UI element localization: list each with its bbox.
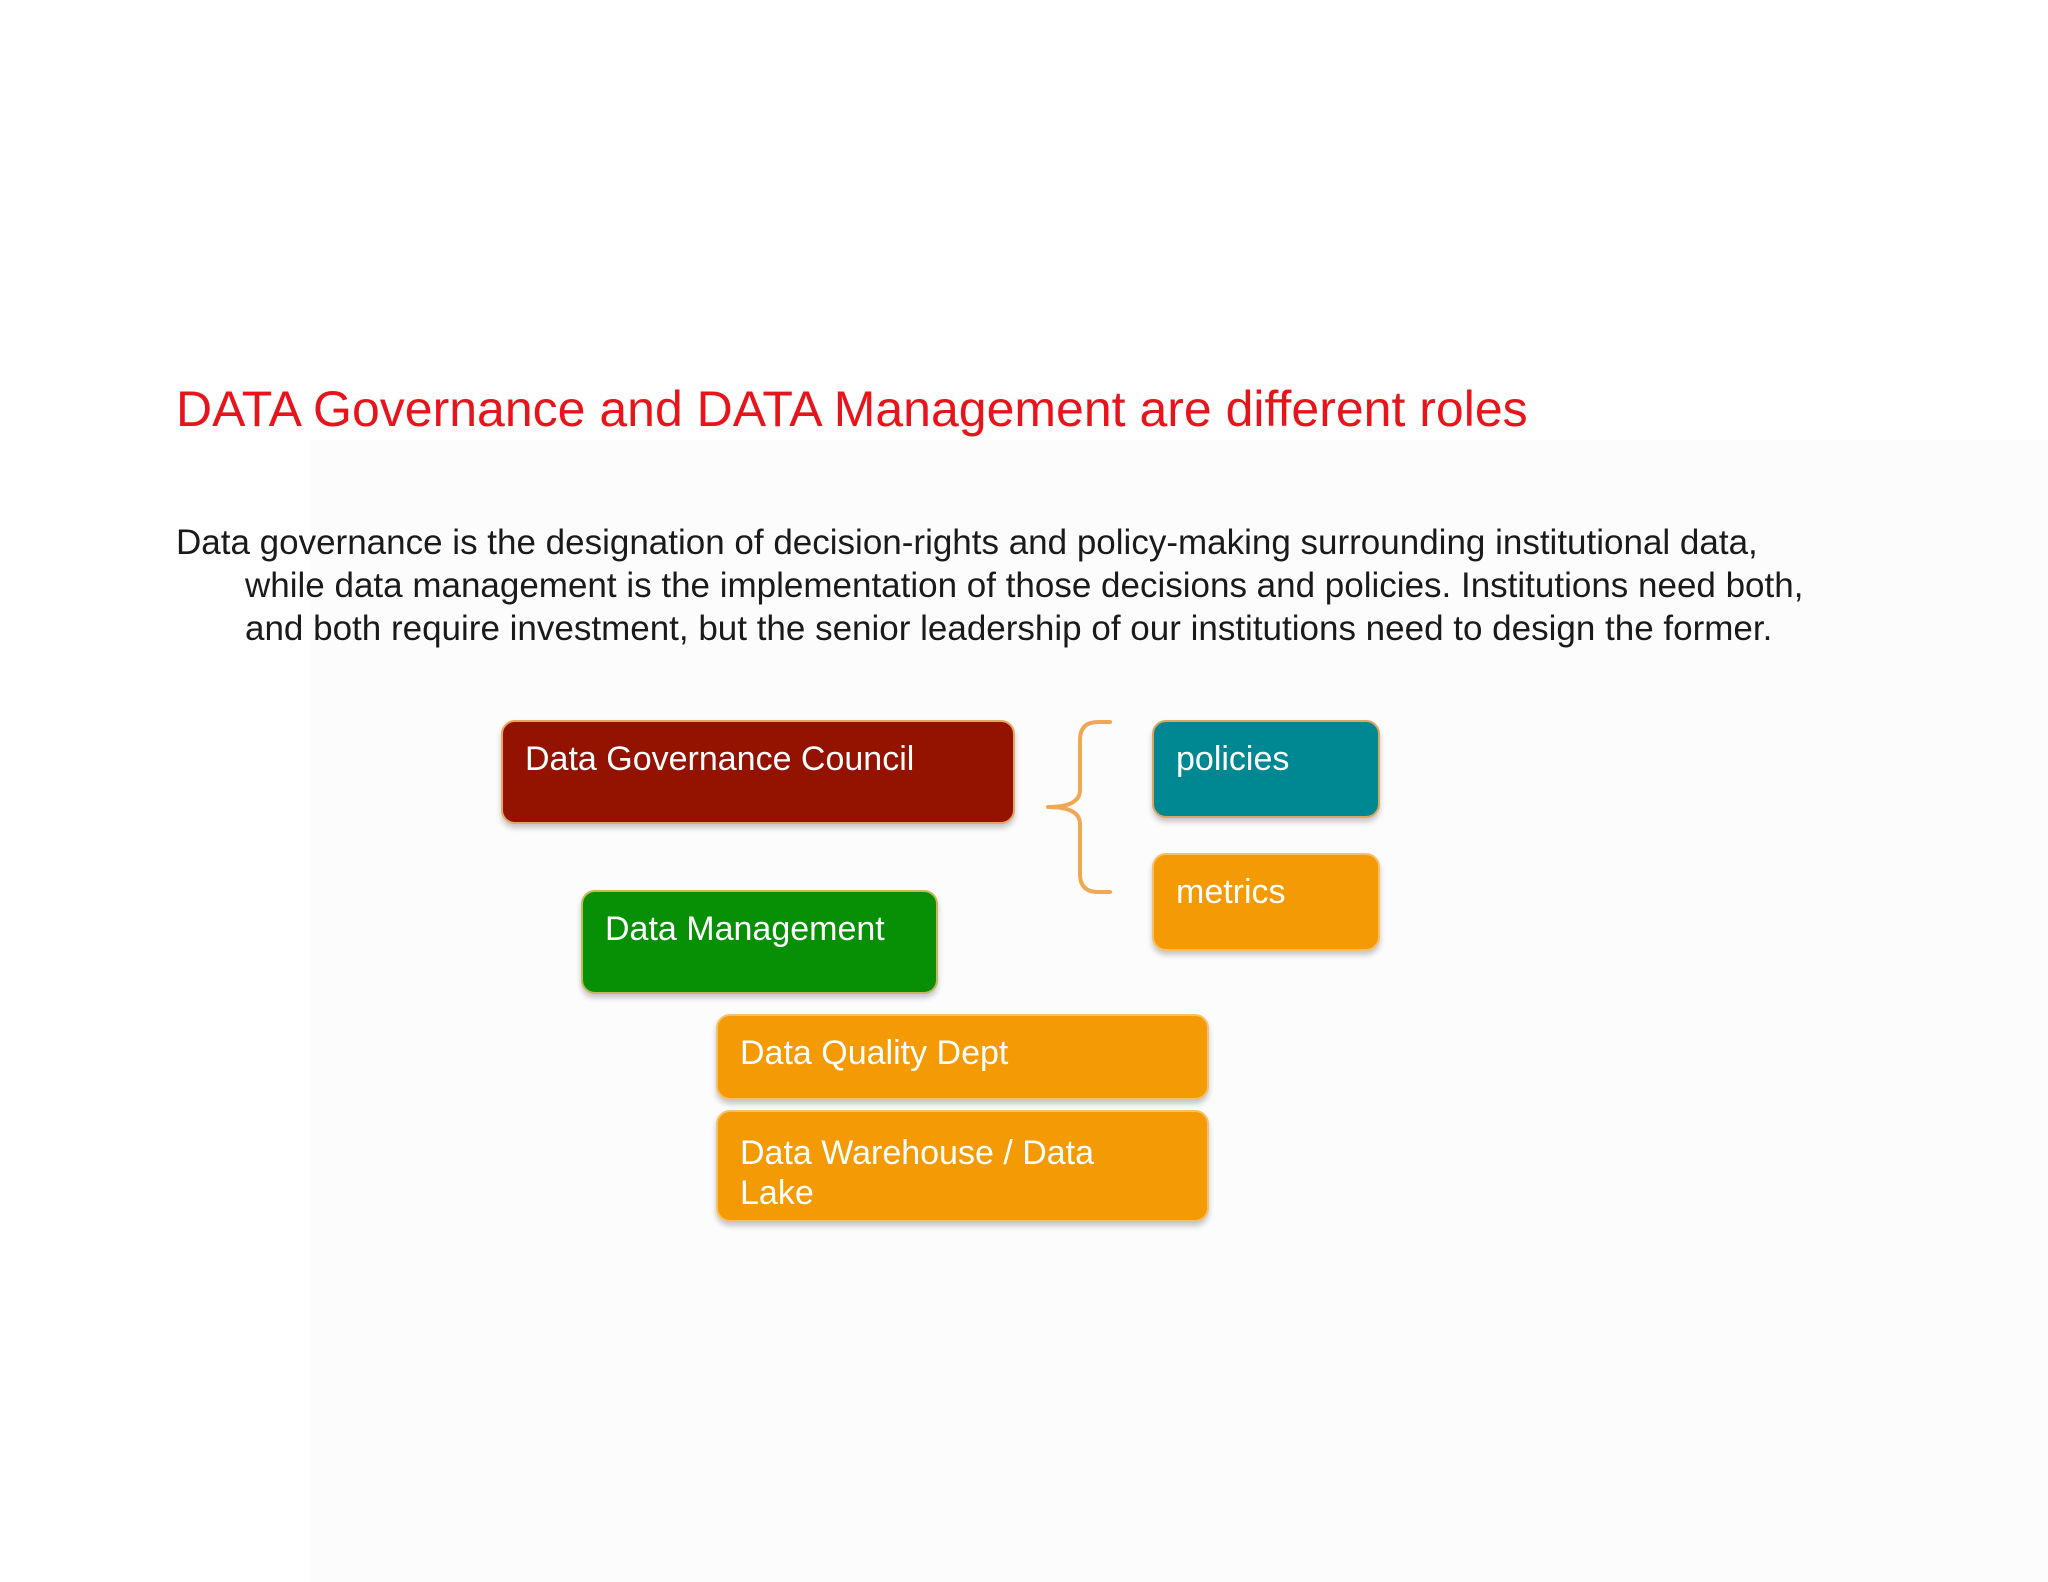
data-warehouse-label-line1: Data Warehouse / Data	[740, 1134, 1095, 1172]
data-management-box	[581, 890, 938, 994]
data-quality-dept-label: Data Quality Dept	[740, 1034, 1009, 1072]
data-governance-council-label: Data Governance Council	[525, 740, 915, 778]
body-line-2: while data management is the implementation of those decisions and policies. Institutions need both,	[245, 566, 1804, 605]
data-management-label: Data Management	[605, 910, 885, 948]
slide-body-paragraph	[176, 521, 1876, 650]
curly-brace-icon	[1040, 718, 1112, 896]
body-line-3: and both require investment, but the senior leadership of our institutions need to design the former.	[245, 609, 1773, 648]
metrics-label: metrics	[1176, 873, 1286, 911]
slide-title: DATA Governance and DATA Management are different roles	[176, 381, 1528, 437]
data-governance-council-box	[501, 720, 1015, 824]
body-line-1: Data governance is the designation of decision-rights and policy-making surrounding institutional data,	[176, 523, 1758, 562]
data-warehouse-lake-box	[716, 1110, 1209, 1222]
data-warehouse-label-line2: Lake	[740, 1174, 814, 1212]
metrics-box	[1152, 853, 1380, 951]
policies-box	[1152, 720, 1380, 818]
data-quality-dept-box	[716, 1014, 1209, 1100]
policies-label: policies	[1176, 740, 1290, 778]
